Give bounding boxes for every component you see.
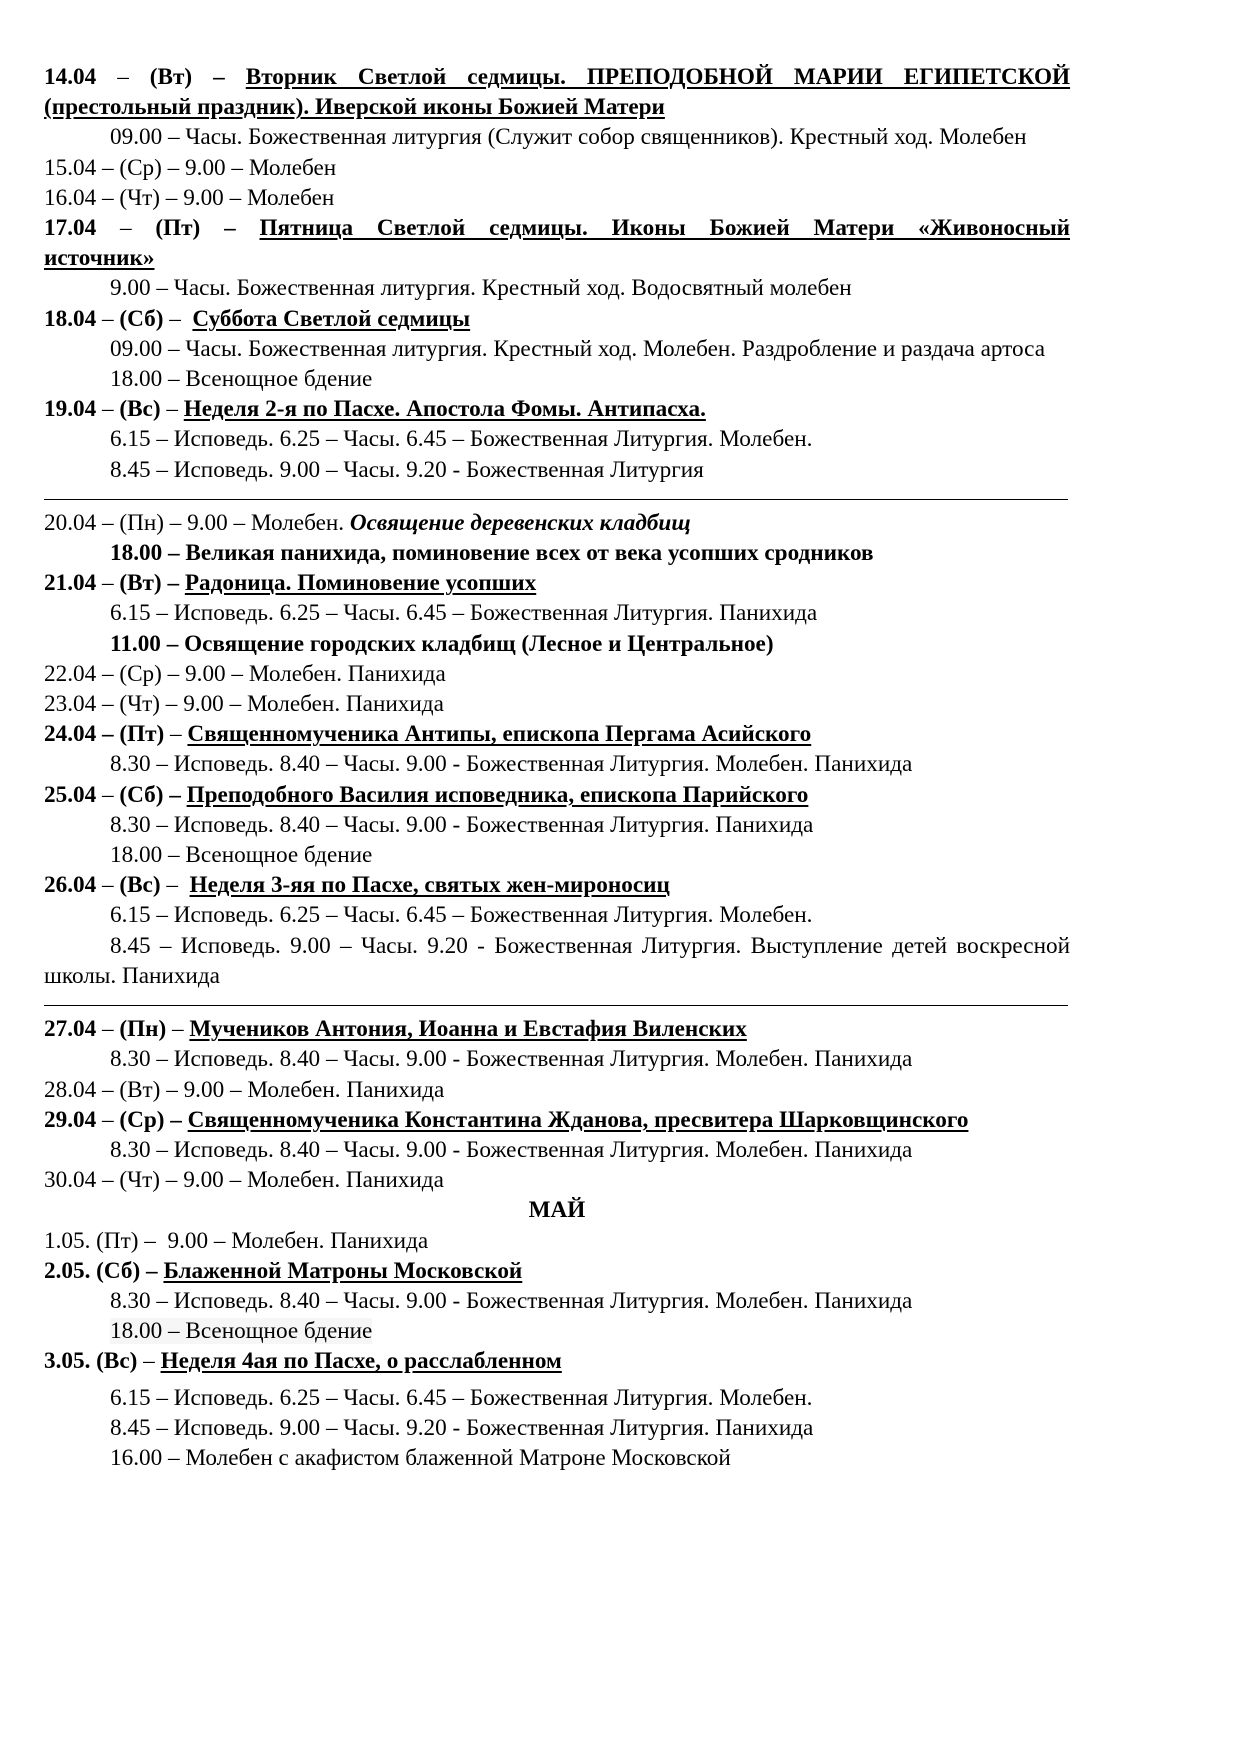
dash: –: [101, 305, 114, 332]
service-line: 09.00 – Часы. Божественная литургия. Крестный ход. Молебен. Раздробление и раздача артоса: [110, 335, 1046, 362]
dash: –: [143, 1348, 155, 1375]
entry-day: (Пт): [119, 721, 165, 748]
schedule-document: [44, 62, 1070, 1473]
plain-line: 28.04 – (Вт) – 9.00 – Молебен. Панихида: [44, 1076, 445, 1103]
feast-title: Неделя 3-яя по Пасхе, святых жен-мироносиц: [189, 872, 670, 899]
entry-date: 3.05.: [44, 1348, 91, 1375]
feast-entry-2-05: [44, 1256, 1070, 1286]
entry-date: 26.04: [44, 872, 97, 899]
entry-day: (Вт): [119, 570, 162, 597]
entry-date: 29.04: [44, 1106, 97, 1133]
feast-entry-17-04: [44, 213, 1070, 273]
plain-line-20-04: [44, 508, 1070, 538]
entry-date: 19.04: [44, 396, 97, 423]
service-line: 8.30 – Исповедь. 8.40 – Часы. 9.00 - Божественная Литургия. Молебен. Панихида: [110, 1046, 913, 1073]
service-line: 8.45 – Исповедь. 9.00 – Часы. 9.20 - Божественная Литургия. Выступление детей воскресной школы. Панихида: [44, 932, 1070, 989]
feast-entry-25-04: [44, 780, 1070, 810]
entry-day: (Пт): [155, 215, 201, 242]
dash: –: [101, 781, 114, 808]
dash: –: [170, 1106, 182, 1133]
feast-title: Неделя 4ая по Пасхе, о расслабленном: [160, 1348, 562, 1375]
feast-title: Священномученика Константина Жданова, пресвитера Шарковщинского: [187, 1106, 969, 1133]
feast-entry-27-04: [44, 1014, 1070, 1044]
entry-date: 17.04: [44, 215, 97, 242]
feast-title: Вторник Светлой седмицы. ПРЕПОДОБНОЙ МАРИИ ЕГИПЕТСКОЙ (престольный праздник). Иверской иконы Божией Матери: [44, 64, 1071, 121]
service-line: 8.30 – Исповедь. 8.40 – Часы. 9.00 - Божественная Литургия. Молебен. Панихида: [110, 751, 913, 778]
dash: –: [166, 396, 178, 423]
entry-day: (Пн): [119, 1016, 167, 1043]
service-line: 9.00 – Часы. Божественная литургия. Крестный ход. Водосвятный молебен: [110, 275, 852, 302]
plain-line: 22.04 – (Ср) – 9.00 – Молебен. Панихида: [44, 660, 446, 687]
entry-date: 2.05.: [44, 1257, 91, 1284]
service-line: 8.45 – Исповедь. 9.00 – Часы. 9.20 - Божественная Литургия. Панихида: [110, 1414, 814, 1441]
service-line: 6.15 – Исповедь. 6.25 – Часы. 6.45 – Божественная Литургия. Панихида: [110, 600, 818, 627]
dash: –: [101, 570, 114, 597]
dash: –: [167, 570, 180, 597]
month-heading: МАЙ: [528, 1197, 586, 1224]
dash: –: [117, 64, 129, 90]
entry-date: 14.04: [44, 64, 97, 90]
feast-entry-24-04: [44, 719, 1070, 749]
dash: –: [169, 305, 181, 332]
dash: –: [101, 721, 114, 748]
dash: –: [172, 1016, 184, 1043]
service-line-bold: 18.00 – Великая панихида, поминовение всех от века усопших сродников: [110, 540, 874, 567]
feast-entry-19-04: [44, 394, 1070, 424]
entry-day: (Вт): [149, 64, 193, 90]
feast-title: Пятница Светлой седмицы. Иконы Божией Матери «Живоносный источник»: [44, 215, 1071, 272]
entry-date: 18.04: [44, 305, 97, 332]
plain-line: 23.04 – (Чт) – 9.00 – Молебен. Панихида: [44, 691, 444, 718]
entry-day: (Сб): [119, 305, 164, 332]
plain-line: 30.04 – (Чт) – 9.00 – Молебен. Панихида: [44, 1167, 444, 1194]
dash: –: [170, 721, 182, 748]
feast-title: Блаженной Матроны Московской: [163, 1257, 523, 1284]
service-text: 18.00 – Всенощное бдение: [110, 1318, 373, 1345]
section-divider: [44, 499, 1068, 500]
feast-entry-3-05: [44, 1346, 1070, 1376]
feast-entry-18-04: [44, 304, 1070, 334]
service-line: 18.00 – Всенощное бдение: [110, 842, 373, 869]
entry-date: 24.04: [44, 721, 97, 748]
dash: –: [213, 64, 225, 90]
feast-title: Священномученика Антипы, епископа Пергама Асийского: [187, 721, 812, 748]
plain-line: 15.04 – (Ср) – 9.00 – Молебен: [44, 154, 337, 181]
feast-title: Мучеников Антония, Иоанна и Евстафия Виленских: [189, 1016, 747, 1043]
feast-entry-26-04: [44, 870, 1070, 900]
dash: –: [101, 872, 114, 899]
service-line: 09.00 – Часы. Божественная литургия (Служит собор священников). Крестный ход. Молебен: [110, 124, 1027, 151]
dash: –: [169, 781, 181, 808]
feast-title: Суббота Светлой седмицы: [192, 305, 471, 332]
service-line: 6.15 – Исповедь. 6.25 – Часы. 6.45 – Божественная Литургия. Молебен.: [110, 1384, 813, 1411]
feast-title: Неделя 2-я по Пасхе. Апостола Фомы. Антипасха.: [183, 396, 706, 423]
entry-day: (Ср): [119, 1106, 165, 1133]
service-line: [44, 1316, 1070, 1346]
service-line: 8.30 – Исповедь. 8.40 – Часы. 9.00 - Божественная Литургия. Молебен. Панихида: [110, 1136, 913, 1163]
dash: –: [101, 1016, 114, 1043]
plain-text: 20.04 – (Пн) – 9.00 – Молебен.: [44, 509, 345, 536]
service-line: 8.30 – Исповедь. 8.40 – Часы. 9.00 - Божественная Литургия. Панихида: [110, 811, 814, 838]
dash: –: [101, 1106, 114, 1133]
dash: –: [166, 872, 178, 899]
entry-day: (Вс): [119, 872, 161, 899]
service-line: 18.00 – Всенощное бдение: [110, 366, 373, 393]
service-line: 6.15 – Исповедь. 6.25 – Часы. 6.45 – Божественная Литургия. Молебен.: [110, 426, 813, 453]
service-line: 8.30 – Исповедь. 8.40 – Часы. 9.00 - Божественная Литургия. Молебен. Панихида: [110, 1287, 913, 1314]
feast-entry-14-04: [44, 62, 1070, 122]
service-line-bold: 11.00 – Освящение городских кладбищ (Лесное и Центральное): [110, 630, 774, 657]
entry-day: (Вс): [96, 1348, 138, 1375]
entry-day: (Сб): [119, 781, 164, 808]
entry-date: 25.04: [44, 781, 97, 808]
entry-day: (Вс): [119, 396, 161, 423]
entry-date: 27.04: [44, 1016, 97, 1043]
feast-title: Преподобного Василия исповедника, епископа Парийского: [186, 781, 809, 808]
service-line: 8.45 – Исповедь. 9.00 – Часы. 9.20 - Божественная Литургия: [110, 456, 704, 483]
entry-day: (Сб): [96, 1257, 141, 1284]
service-line: 16.00 – Молебен с акафистом блаженной Матроне Московской: [110, 1444, 731, 1471]
service-line: 6.15 – Исповедь. 6.25 – Часы. 6.45 – Божественная Литургия. Молебен.: [110, 902, 813, 929]
plain-line: 1.05. (Пт) – 9.00 – Молебен. Панихида: [44, 1227, 429, 1254]
section-divider: [44, 1005, 1068, 1006]
dash: –: [119, 215, 132, 242]
feast-entry-29-04: [44, 1105, 1070, 1135]
feast-title: Радоница. Поминовение усопших: [184, 570, 537, 597]
dash: –: [224, 215, 236, 242]
entry-date: 21.04: [44, 570, 97, 597]
dash: –: [146, 1257, 158, 1284]
plain-line: 16.04 – (Чт) – 9.00 – Молебен: [44, 184, 335, 211]
feast-entry-21-04: [44, 568, 1070, 598]
dash: –: [101, 396, 114, 423]
emphasis-text: Освящение деревенских кладбищ: [349, 509, 691, 536]
